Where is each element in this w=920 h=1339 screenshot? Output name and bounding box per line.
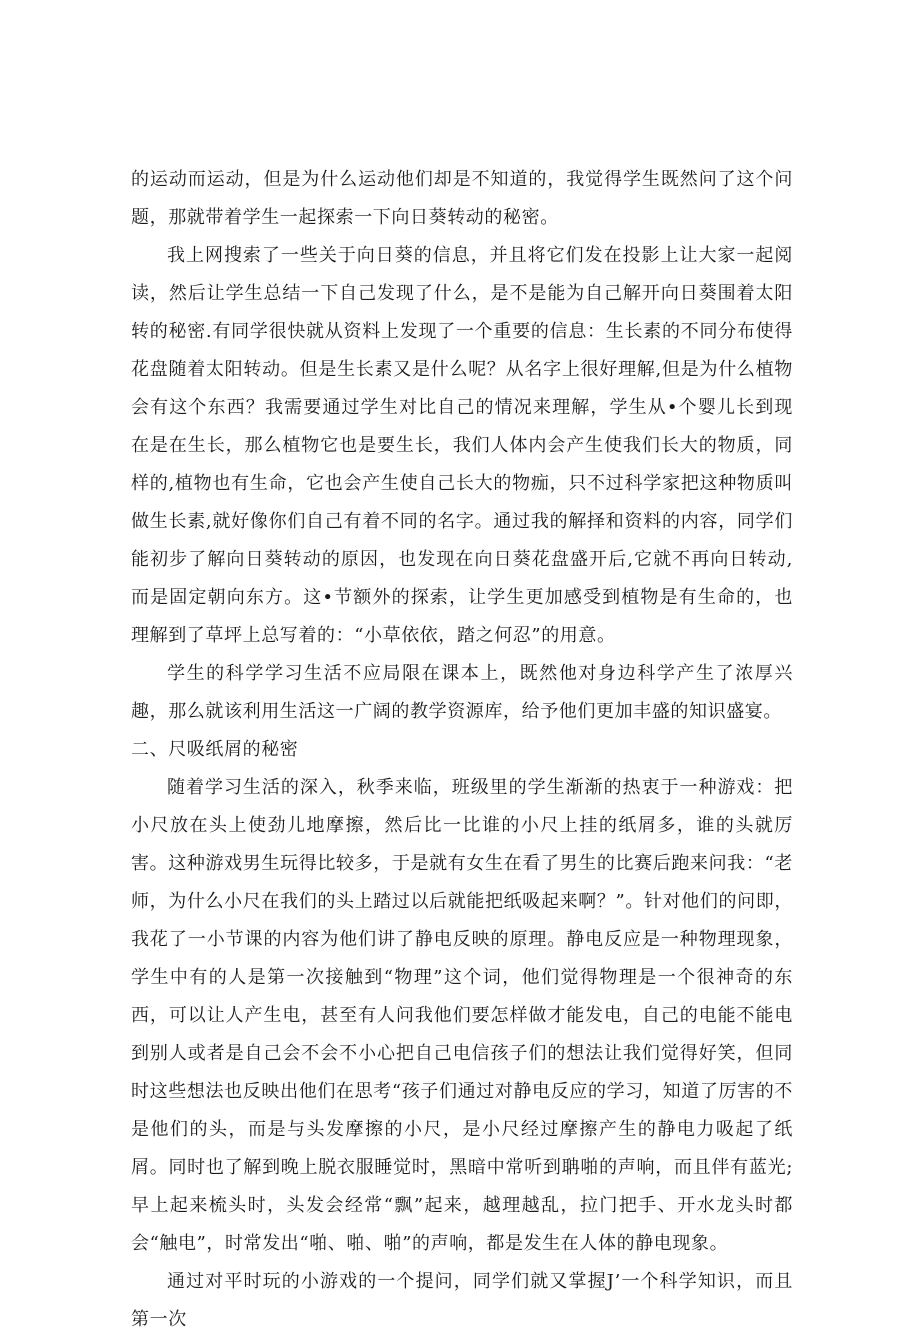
- paragraph-learning-resources: 学生的科学学习生活不应局限在课本上，既然他对身边科学产生了浓厚兴趣，那么就该利用生活这一广阔的教学资源库，给予他们更加丰盛的知识盛宴。: [131, 663, 793, 722]
- paragraph-static-electricity: 随着学习生活的深入，秋季来临，班级里的学生渐渐的热衷于一种游戏：把小尺放在头上使劲儿地摩擦，然后比一比谁的小尺上挂的纸屑多，谁的头就厉害。这种游戏男生玩得比较多，于是就有女生在看了男生的比赛后跑来问我：“老师，为什么小尺在我们的头上踏过以后就能把纸吸起来啊？”。针对他们的问即，我花了一小节课的内容为他们讲了静电反映的原理。静电反应是一种物理现象，学生中有的人是第一次接触到“物理”这个词，他们觉得物理是一个很神奇的东西，可以让人产生电，甚至有人问我他们要怎样做才能发电，自己的电能不能电到别人或者是自己会不会不小心把自己电信孩子们的想法让我们觉得好笑，但同时这些想法也反映出他们在思考“孩子们通过对静电反应的学习，知道了厉害的不是他们的头，而是与头发摩擦的小尺，是小尺经过摩擦产生的静电力吸起了纸屑。同时也了解到晚上脱衣服睡觉时，黑暗中常听到聃啪的声响，而且伴有蓝光;早上起来梳头时，头发会经常“飘”起来，越理越乱，拉门把手、开水龙头时都会“触电”，时常发出“啪、啪、啪”的声响，都是发生在人体的静电现象。: [131, 777, 793, 1254]
- paragraph-continuation: 的运动而运动，但是为什么运动他们却是不知道的，我觉得学生既然问了这个问题，那就带着学生一起探索一下向日葵转动的秘密。: [131, 169, 793, 228]
- paragraph-conclusion: 通过对平时玩的小游戏的一个提问，同学们就又掌握J’一个科学知识，而且第一次: [131, 1271, 793, 1330]
- document-body: [131, 161, 793, 1339]
- section-heading: 二、尺吸纸屑的秘密: [131, 739, 299, 760]
- paragraph-sunflower-research: 我上网搜索了一些关于向日葵的信息，并且将它们发在投影上让大家一起阅读，然后让学生总结一下自己发现了什么，是不是能为自己解开向日葵围着太阳转的秘密.有同学很快就从资料上发现了一个重要的信息：生长素的不同分布使得花盘随着太阳转动。但是生长素又是什么呢？从名字上很好理解,但是为什么植物会有这个东西？我需要通过学生对比自己的情况来理解，学生从•个婴儿长到现在是在生长，那么植物它也是要生长，我们人体内会产生使我们长大的物质，同样的,植物也有生命，它也会产生使自己长大的物痂，只不过科学家把这种物质叫做生长素,就好像你们自己有着不同的名字。通过我的解择和资料的内容，同学们能初步了解向日葵转动的原因，也发现在向日葵花盘盛开后,它就不再向日转动,而是固定朝向东方。这•节额外的探索，让学生更加感受到植物是有生命的，也理解到了草坪上总写着的：“小草依依，踏之何忍”的用意。: [131, 245, 793, 646]
